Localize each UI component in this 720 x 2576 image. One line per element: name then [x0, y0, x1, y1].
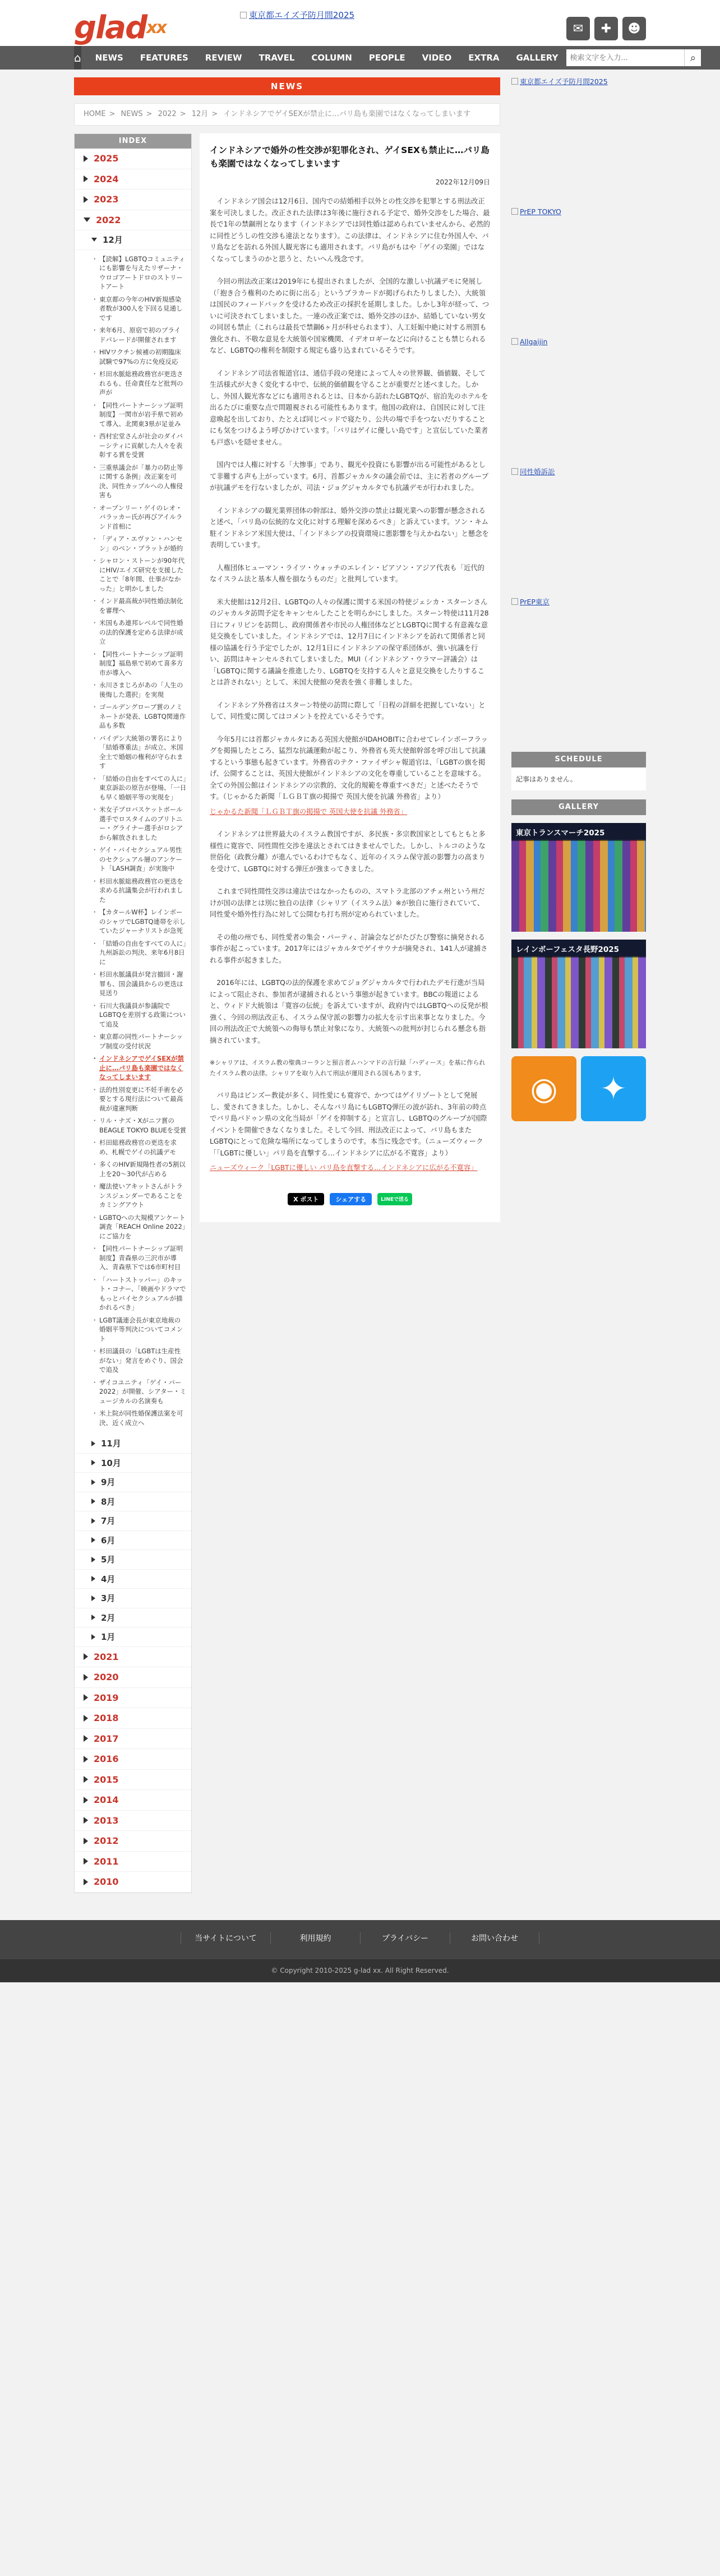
- archive-article-link[interactable]: ・ リル・ナズ・Xがニフ賞のBEAGLE TOKYO BLUEを受賞: [99, 1116, 187, 1135]
- article-paragraph: 今年5月には首都ジャカルタにある英国大使館がIDAHOBITに合わせてレインボーフラッグを掲揚したところ、猛烈な抗議運動が起こり、外務省も英大使館幹部を呼び出して抗議するという事態も起きています。外務省のテク・ファイザシャ報道官は、「LGBTの旗を掲げ、公開することは、英国大使館がインドネシアの文化を尊重していることを意味する。全ての外国公館はインドネシアの宗教的、文化的規範を尊重すべきだ」と述べたそうです。（じゃかるた新聞「ＬＧＢＴ旗の掲揚で 英国大使を抗議 外務省」より）: [210, 735, 488, 801]
- article-paragraph: インドネシアの観光業界団体の幹部は、婚外交渉の禁止は観光業への影響が懸念されると述べ、「バリ島の伝統的な文化に対する理解を深めるべき」と訴えています。ソン・キム駐インドネシア米国大使は、「インドネシアの投資環境に悪影響を与えかねない」と懸念を表明しています。: [210, 506, 489, 549]
- ad-label: PrEP TOKYO: [520, 207, 561, 216]
- year-label: 2019: [94, 1692, 119, 1703]
- triangle-right-icon: [84, 1674, 88, 1681]
- archive-article-link[interactable]: ・ 法的性別変更に不妊手術を必要とする現行法について最高裁が違憲判断: [99, 1085, 187, 1113]
- search-input[interactable]: [566, 49, 684, 66]
- archive-year[interactable]: [75, 1872, 191, 1893]
- triangle-right-icon: [91, 1537, 95, 1543]
- sidebar-ad[interactable]: [511, 598, 646, 752]
- article-paragraph: その他の州でも、同性愛者の集会・パーティ、討論会などがたびたび警察に摘発される事件が起こっています。2017年にはジャカルタでゲイサウナが摘発され、141人が逮捕される事件が起きました。: [210, 933, 488, 964]
- archive-article-link[interactable]: ・ 石川大我議員が参議院でLGBTQを差別する政策について追及: [99, 1001, 187, 1029]
- footer-copyright: © Copyright 2010-2025 g-lad xx. All Right Reserved.: [0, 1959, 720, 1982]
- article-paragraph: 人権団体ヒューマン・ライツ・ウォッチのエレイン・ピアソン・アジア代表も「近代的なイスラム法と基本人権を損なうものだ」と批判しています。: [210, 563, 484, 583]
- year-label: 2025: [94, 153, 119, 164]
- nav-item-people[interactable]: PEOPLE: [368, 53, 405, 63]
- month-label: 6月: [101, 1535, 116, 1546]
- year-label: 2017: [94, 1733, 119, 1744]
- triangle-right-icon: [84, 1858, 88, 1865]
- triangle-right-icon: [84, 1879, 88, 1885]
- archive-month[interactable]: [75, 1589, 191, 1608]
- triangle-right-icon: [84, 1817, 88, 1824]
- ad-label: 同性婚訴訟: [520, 468, 555, 476]
- month-label: 1月: [101, 1632, 116, 1643]
- archive-article-link[interactable]: ・ 杉田総務政務官の更迭を求め、札幌でゲイの抗議デモ: [99, 1138, 187, 1157]
- archive-article-link[interactable]: ・ 米上院が同性婚保護法案を可決、近く成立へ: [99, 1409, 187, 1427]
- header-icons: [566, 17, 646, 40]
- index-title: INDEX: [75, 134, 191, 149]
- site-header: [0, 0, 720, 46]
- triangle-down-icon: [91, 238, 97, 242]
- banner-text: 東京都エイズ予防月間2025: [249, 10, 355, 20]
- year-label: 2018: [94, 1713, 119, 1724]
- archive-year[interactable]: [75, 1647, 191, 1668]
- year-label: 2011: [94, 1856, 119, 1867]
- archive-year[interactable]: [75, 1729, 191, 1750]
- triangle-right-icon: [84, 1756, 88, 1763]
- archive-article-link[interactable]: ・ LGBT議連会長が東京地裁の婚姻平等判決についてコメント: [99, 1316, 187, 1344]
- triangle-down-icon: [84, 218, 90, 222]
- archive-year[interactable]: [75, 1708, 191, 1729]
- archive-article-link[interactable]: ・ 【同性パートナーシップ証明制度】青森県の三沢市が導入、青森県下では6市町村目: [99, 1244, 187, 1272]
- year-label: 2022: [96, 214, 121, 225]
- image-icon: [511, 78, 518, 85]
- user-icon[interactable]: ☻: [622, 17, 646, 40]
- archive-article-link[interactable]: ・ 東京都の同性パートナーシップ制度の受付状況: [99, 1032, 187, 1051]
- footer-links: [0, 1920, 720, 1959]
- breadcrumb: [74, 103, 500, 126]
- archive-month[interactable]: [75, 1608, 191, 1628]
- triangle-right-icon: [91, 1460, 95, 1465]
- year-label: 2014: [94, 1795, 119, 1806]
- gallery-item[interactable]: [511, 823, 646, 932]
- archive-year[interactable]: [75, 1811, 191, 1832]
- article: [200, 133, 500, 1222]
- month-label: 9月: [101, 1477, 116, 1488]
- triangle-right-icon: [84, 1653, 88, 1660]
- archive-article-link[interactable]: ・ 「結婚の自由をすべての人に」九州訴訟の判決、来年6月8日に: [99, 939, 187, 967]
- archive-month[interactable]: [75, 1473, 191, 1492]
- breadcrumb-year[interactable]: 2022: [158, 110, 177, 118]
- share-buttons: [210, 1193, 490, 1205]
- footer-link-privacy[interactable]: プライバシー: [360, 1932, 450, 1944]
- article-paragraph: インドネシア司法省報道官は、通信手段の発達によって人々の世界観、価値観、そして生活様式が大きく変化する中で、伝統的価値観を守ることが重要だと述べました。しかし、外国人観光客などにも適用されるとは、日本から訪れたLGBTQが、宿泊先のホテルを出るたびに重要な点で問題視される可能性もあります。他国の政府は、自国民に対して注意喚起を出しており、たとえば同じベッドで寝たり、公共の場で手をつないだりすることにも気をつけるよう呼びかけています。「バリはゲイに優しい島です」と宣伝していた業者も戸惑いを隠せません。: [210, 369, 488, 446]
- archive-article-link[interactable]: ・ 三重県議会が「暴力の防止等に関する条例」改正案を可決、同性カップルへの人権侵害も: [99, 463, 187, 500]
- nav-item-review[interactable]: REVIEW: [205, 53, 242, 63]
- twitter-icon[interactable]: ✦: [581, 1056, 646, 1121]
- mail-icon[interactable]: ✉: [566, 17, 590, 40]
- month-label: 5月: [101, 1555, 116, 1565]
- breadcrumb-current: インドネシアでゲイSEXが禁止に…パリ島も楽園ではなくなってしまいます: [223, 110, 471, 118]
- archive-year[interactable]: [75, 210, 191, 231]
- article-date: 2022年12月09日: [435, 178, 490, 186]
- archive-article-link[interactable]: ・ 杉田議員の「LGBTは生産性がない」発言をめぐり、国会で追及: [99, 1347, 187, 1375]
- archive-article-link[interactable]: ・ 永川さまじろがあの「人生の後悔した選択」を実現: [99, 681, 187, 699]
- nav-item-video[interactable]: VIDEO: [422, 53, 452, 63]
- breadcrumb-separator: >: [211, 110, 218, 118]
- triangle-right-icon: [84, 155, 88, 162]
- month-label: 2月: [101, 1612, 116, 1623]
- archive-article-link[interactable]: ・ 米国もあ連邦レベルで同性婚の法的保護を定める法律が成立: [99, 618, 187, 646]
- year-label: 2021: [94, 1651, 119, 1662]
- gallery-item[interactable]: [511, 940, 646, 1048]
- archive-article-link[interactable]: ・ ゴールデングローブ賞のノミネートが発表、LGBTQ関連作品も多数: [99, 702, 187, 730]
- nav-item-travel[interactable]: TRAVEL: [259, 53, 295, 63]
- archive-year[interactable]: [75, 169, 191, 190]
- image-icon: [511, 338, 518, 345]
- triangle-right-icon: [91, 1499, 95, 1504]
- archive-article-link[interactable]: ・ シャロン・ストーンが90年代にHIV/エイズ研究を支援したことで「8年間、仕事がなかった」と明かしました: [99, 556, 187, 593]
- footer-link-contact[interactable]: お問い合わせ: [450, 1932, 539, 1944]
- triangle-right-icon: [84, 1776, 88, 1783]
- archive-article-link[interactable]: ・ インドネシアでゲイSEXが禁止に…パリ島も楽園ではなくなってしまいます: [99, 1054, 187, 1082]
- site-logo[interactable]: [74, 12, 166, 44]
- archive-year[interactable]: [75, 1688, 191, 1709]
- archive-article-link[interactable]: ・ 東京都の今年のHIV新規感染者数が300人を下回る見通しです: [99, 295, 187, 323]
- triangle-right-icon: [84, 1694, 88, 1701]
- archive-month[interactable]: [75, 1531, 191, 1551]
- article-paragraph: 米大使館は12月2日、LGBTQの人々の保護に関する米国の特使ジェシカ・スターンさんのジャカルタ訪問予定をキャンセルしたことを明らかにしました。スターン特使は11月28日にフィリピンを訪問し、政府関係者や市民の人権団体などとLGBTQに関する有意義な意見交換をしていました。インドネシアでは、12月7日にインドネシアを訪れて関係者と同様の協議を行う予定でしたが、12月1日にインドネシアの保守系団体が、強い抗議を行い、訪問はキャンセルされてしまいました。MUI（インドネシア・ウラマー評議会）は「LGBTQに関する議論を推進したり、LGBTQを支持する人々と意見交換をしたりすることは許されない」として、米国大使館の発表を強く非難しました。: [210, 598, 489, 686]
- ad-label: 東京都エイズ予防月間2025: [520, 77, 608, 86]
- archive-month-open[interactable]: [75, 230, 191, 250]
- archive-article-link[interactable]: ・ バイデン大統領の署名により「結婚尊重法」が成立、米国全土で婚姻の権利が守られます: [99, 734, 187, 771]
- month-label: 4月: [101, 1574, 116, 1584]
- article-paragraph: 今回の刑法改正案は2019年にも提出されましたが、全国的な激しい抗議デモに発展し（「抱き合う権利のために街に出る」というプラカードが掲げられたりしました）、大統領は国民のフィードバックを受けるため改正の採択を延期しました。しかし3年が経って、ついに可決されてしまいました。一連の改正案では、婚外交渉のほか、結婚していない男女の同居も禁止（これらは最長で禁錮6ヶ月が科せられます）、人工妊娠中絶に対する刑罰も強化され、不敬な意見を大統領や国家機関、イデオロギーなどに向けることも禁じられるなど、LGBTQの権利を制限する規定も盛り込まれているそうです。: [210, 278, 490, 354]
- triangle-right-icon: [91, 1576, 95, 1581]
- year-label: 2016: [94, 1754, 119, 1765]
- nav-menu: [87, 53, 567, 63]
- year-label: 2023: [94, 194, 119, 205]
- header-banner-link[interactable]: [240, 9, 354, 21]
- schedule-text: 記事はありません。: [511, 767, 646, 790]
- nav-item-column[interactable]: COLUMN: [311, 53, 352, 63]
- archive-year[interactable]: [75, 1852, 191, 1872]
- archive-month[interactable]: [75, 1454, 191, 1473]
- archive-article-link[interactable]: ・ 「ハートストッパー」のキット・コナー、「映画やドラマでもっとバイセクシュアルが描かれるべき」: [99, 1275, 187, 1312]
- archive-month[interactable]: [75, 1492, 191, 1512]
- right-sidebar: [511, 77, 646, 1893]
- archive-article-link[interactable]: ・ HIVワクチン候補の初期臨床試験で97%の方に免疫反応: [99, 348, 187, 366]
- banner-image-icon: [240, 12, 247, 19]
- nav-item-features[interactable]: FEATURES: [140, 53, 188, 63]
- breadcrumb-separator: >: [109, 110, 116, 118]
- gallery-photo: [511, 840, 646, 932]
- archive-year[interactable]: [75, 189, 191, 210]
- archive-month[interactable]: [75, 1627, 191, 1647]
- footer-link-about[interactable]: 当サイトについて: [181, 1932, 270, 1944]
- image-icon: [511, 598, 518, 605]
- archive-article-link[interactable]: ・ 魔法使いアキットさんがトランスジェンダーであることをカミングアウト: [99, 1182, 187, 1210]
- archive-year[interactable]: [75, 1831, 191, 1852]
- month-label: 11月: [101, 1439, 121, 1449]
- logo-text: glad: [74, 10, 147, 46]
- search-icon[interactable]: ⌕: [684, 49, 701, 66]
- ad-label: Allgaijin: [520, 337, 548, 346]
- archive-article-link[interactable]: ・ ゲイ・バイセクシュアル男性のセクシュアル層のアンケート「LASH調査」が実施中: [99, 845, 187, 873]
- logo-suffix: xx: [146, 18, 166, 38]
- archive-article-link[interactable]: ・ 米女子プロバスケットボール選手でロスタイムのブリトニー・グライナー選手がロシアから解放されました: [99, 805, 187, 842]
- article-note: ※シャリアは、イスラム教の聖典コーランと預言者ムハンマドの言行録「ハディース」を基に作られたイスラム教の法律。シャリアを取り入れて刑法が運用される国もあります。: [210, 1059, 486, 1077]
- archive-article-link[interactable]: ・ 来年6月、原宿で初のプライドパレードが開催されます: [99, 326, 187, 344]
- month-label: 12月: [103, 235, 123, 246]
- footer-link-terms[interactable]: 利用規約: [270, 1932, 360, 1944]
- sidebar-ad[interactable]: [511, 337, 646, 468]
- gallery-photo: [511, 956, 646, 1048]
- breadcrumb-separator: >: [146, 110, 153, 118]
- archive-month[interactable]: [75, 1570, 191, 1589]
- month-label: 8月: [101, 1496, 116, 1507]
- archive-article-link[interactable]: ・ 多くのHIV新規陽性者の5割以上を20〜30代が占める: [99, 1160, 187, 1178]
- source-link[interactable]: ニューズウィーク「LGBTに優しい パリ島を直撃する…インドネシアに広がる不寛容」: [210, 1164, 478, 1172]
- archive-index: [74, 133, 192, 1893]
- month-label: 7月: [101, 1516, 116, 1527]
- triangle-right-icon: [91, 1595, 95, 1601]
- section-title: NEWS: [74, 77, 500, 95]
- nav-item-extra[interactable]: EXTRA: [468, 53, 500, 63]
- line-share-button[interactable]: LINEで送る: [377, 1193, 412, 1205]
- archive-year[interactable]: [75, 1749, 191, 1770]
- left-column: [74, 77, 500, 1893]
- image-icon: [511, 208, 518, 215]
- article-paragraph: 2016年には、LGBTQの法的保護を求めてジョグジャカルタで行われたデモ行進が当局によって阻止され、参加者が逮捕されるという事態が起きています。BBCの報道によると、ウィドド大統領は「寛容の伝統」を訴えていますが、政府内ではLGBTQへの反発が根強く、今回の刑法改正も、イスラム保守派の影響力の拡大を示す出来事となりました。今回の刑法改正で大統領への侮辱も禁止対象になり、大統領への批判が封じられる懸念も指摘されています。: [210, 979, 488, 1044]
- triangle-right-icon: [84, 1735, 88, 1742]
- triangle-right-icon: [91, 1518, 95, 1524]
- breadcrumb-home[interactable]: HOME: [84, 110, 106, 118]
- sidebar-ad[interactable]: [511, 77, 646, 207]
- rss-icon[interactable]: ◉: [511, 1056, 576, 1121]
- archive-article-link[interactable]: ・ LGBTQへの大規模アンケート調査「REACH Online 2022」にご協力を: [99, 1213, 187, 1241]
- gallery-title: GALLERY: [511, 799, 646, 815]
- archive-article-link[interactable]: ・ 杉田水脈総務政務官の更迭を求める抗議集会が行われました: [99, 877, 187, 905]
- user-plus-icon[interactable]: ✚: [594, 17, 618, 40]
- year-label: 2013: [94, 1815, 119, 1826]
- month-label: 3月: [101, 1593, 116, 1604]
- article-paragraph: 国内では人権に対する「大惨事」であり、観光や投資にも影響が出る可能性があるとして非難する声も上がっています。6月、首都ジャカルタの議会前では、主に若者のグループが抗議デモを行ないましたが、司法・ジョグジャカルタでも抗議デモが行われました。: [210, 461, 488, 492]
- archive-article-link[interactable]: ・ ザイコユニティ「ゲイ・バー2022」が開催、シアター・ミュージカルの名演奏も: [99, 1378, 187, 1406]
- archive-article-link[interactable]: ・ 杉田水脈議員が発言撤回・謝罪も、国会議員からの更迭は見送り: [99, 970, 187, 998]
- year-label: 2015: [94, 1774, 119, 1785]
- home-icon[interactable]: ⌂: [74, 46, 81, 70]
- article-paragraph: インドネシア外務省はスターン特使の訪問に際して「日程の詳細を把握していない」として、同性愛に関してはコメントを控えているそうです。: [210, 701, 486, 720]
- breadcrumb-news[interactable]: NEWS: [121, 110, 143, 118]
- image-icon: [511, 468, 518, 475]
- month-label: 10月: [101, 1458, 121, 1468]
- x-post-button[interactable]: X ポスト: [288, 1193, 324, 1205]
- main-nav: [0, 46, 720, 70]
- schedule-title: SCHEDULE: [511, 752, 646, 767]
- archive-year[interactable]: [75, 1790, 191, 1811]
- archive-article-link[interactable]: ・ 西村宏堂さんが社会のダイバーシティに貢献した人々を表彰する賞を受賞: [99, 432, 187, 460]
- article-paragraph: これまで同性間性交渉は違法ではなかったものの、スマトラ北部のアチェ州という州だけが国の法律とは別に独自の法律（シャリア（イスラム法）※が独自に施行されていて、同性愛や婚外性行為に対して公開むち打ち刑が定められていました。: [210, 887, 485, 918]
- search-box: [566, 49, 701, 66]
- ad-label: PrEP東京: [520, 598, 550, 606]
- archive-article-link[interactable]: ・ オープンリー・ゲイのレオ・バラッカー氏が再びアイルランド首相に: [99, 503, 187, 531]
- archive-article-link[interactable]: ・ 【読解】LGBTQコミュニティにも影響を与えたリザーナ・ウロゴアートドロのストリートアート: [99, 255, 187, 292]
- archive-article-link[interactable]: ・ インド最高裁が同性婚法制化を審理へ: [99, 596, 187, 615]
- archive-year[interactable]: [75, 149, 191, 169]
- triangle-right-icon: [84, 1797, 88, 1803]
- article-paragraph: インドネシアは世界最大のイスラム教国ですが、多民族・多宗教国家としてもともと多様性に寛容で、同性間性交渉を違法とされてはきませんでした。しかし、トルコのような世俗化（政教分離）が進んでいるわけでもなく、近年のイスラム保守派の影響力の高まりを受けて、LGBTQに対する弾圧が強まってきました。: [210, 830, 486, 873]
- article-paragraph: バリ島はビンズー教徒が多く、同性愛にも寛容で、かつてはゲイリゾートとして発展し、愛されてきました。しかし、そんなバリ島にもLGBTQ弾圧の波が訪れ、3年前の時点でバリ島パドゥン県の文化当局が「ゲイを抑制する」と宣言し、LGBTQのグループが国際イベントを開催できなくなりました。そして今回、刑法改正によって、バリ島もまたLGBTQにとって危険な場所になってしまうのです。本当に残念です。（ニューズウィーク「「LGBTに優しい」パリ島を直撃する…インドネシアに広がる不寛容」より）: [210, 1092, 487, 1157]
- article-paragraph: インドネシア国会は12月6日、国内での結婚相手以外との性交渉を犯罪とする刑法改正案を可決しました。改正された法律は3年後に施行される予定で、婚外交渉をした場合、最長で1年の禁錮刑となります（インドネシアでは同性婚は認められていませんから、必然的に同性どうしの性交渉も違法となります）。この法律は、インドネシアに住む外国人や、バリ島などを訪れる外国人観光客にも適用されます。バリ島がもはや「ゲイの楽園」ではなくなってしまうのかと思うと、たいへん残念です。: [210, 197, 490, 263]
- triangle-right-icon: [91, 1634, 95, 1640]
- archive-month[interactable]: [75, 1550, 191, 1570]
- gallery-caption: 東京トランスマーチ2025: [511, 823, 646, 841]
- year-label: 2010: [94, 1876, 119, 1888]
- breadcrumb-separator: >: [179, 110, 186, 118]
- source-link[interactable]: じゃかるた新聞「ＬＧＢＴ旗の掲揚で 英国大使を抗議 外務省」: [210, 807, 408, 816]
- gallery-caption: レインボーフェスタ長野2025: [511, 940, 646, 958]
- archive-article-link[interactable]: ・ 杉田水脈総務政務官が更迭されるも、任命責任など批判の声が: [99, 369, 187, 397]
- facebook-share-button[interactable]: シェアする: [330, 1193, 372, 1205]
- archive-year[interactable]: [75, 1770, 191, 1791]
- nav-item-gallery[interactable]: GALLERY: [516, 53, 559, 63]
- article-title: インドネシアで婚外の性交渉が犯罪化され、ゲイSEXも禁止に…パリ島も楽園ではなくなってしまいます: [210, 145, 490, 169]
- article-list: [75, 250, 191, 1435]
- archive-article-link[interactable]: ・ 【同性パートナーシップ証明制度】福島県で初めて喜多方市が導入へ: [99, 650, 187, 678]
- year-label: 2024: [94, 173, 119, 184]
- triangle-right-icon: [84, 1715, 88, 1722]
- triangle-right-icon: [84, 175, 88, 182]
- archive-article-link[interactable]: ・ 「結婚の自由をすべての人に」東京訴訟の原告が登場、「一日も早く婚姻平等の実現を」: [99, 774, 187, 802]
- triangle-right-icon: [91, 1479, 95, 1485]
- year-label: 2012: [94, 1835, 119, 1847]
- sidebar-ad[interactable]: [511, 207, 646, 337]
- breadcrumb-month[interactable]: 12月: [191, 110, 209, 118]
- triangle-right-icon: [91, 1615, 95, 1620]
- triangle-right-icon: [84, 196, 88, 203]
- archive-year[interactable]: [75, 1667, 191, 1688]
- sidebar-ad[interactable]: [511, 468, 646, 598]
- archive-article-link[interactable]: ・ 【同性パートナーシップ証明制度】一関市が岩手県で初めて導入、北関東3県が足並み: [99, 401, 187, 429]
- triangle-right-icon: [91, 1557, 95, 1562]
- archive-month[interactable]: [75, 1511, 191, 1531]
- sns-links: [511, 1056, 646, 1121]
- archive-month[interactable]: [75, 1434, 191, 1454]
- nav-item-news[interactable]: NEWS: [95, 53, 123, 63]
- year-label: 2020: [94, 1672, 119, 1683]
- triangle-right-icon: [84, 1838, 88, 1844]
- archive-article-link[interactable]: ・ 「ディア・エヴァン・ハンセン」のベン・プラットが婚約: [99, 534, 187, 553]
- archive-article-link[interactable]: ・ 【カタールW杯】レインボーのシャツでLGBTQ連帯を示していたジャーナリストが急死: [99, 908, 187, 936]
- triangle-right-icon: [91, 1441, 95, 1446]
